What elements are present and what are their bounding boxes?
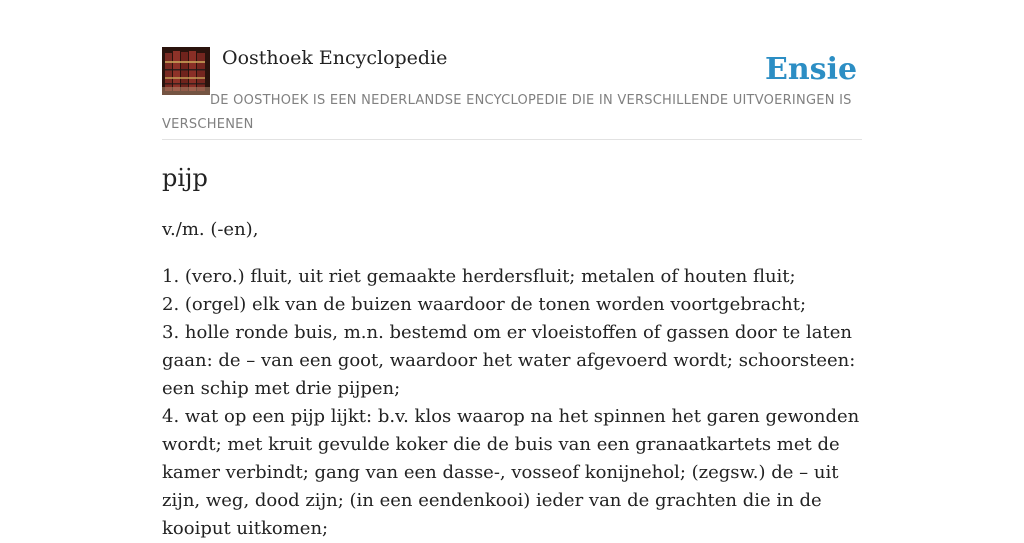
entry-grammar: v./m. (-en), xyxy=(162,219,259,240)
definition-sense: 4. wat op een pijp lijkt: b.v. klos waarop na het spinnen het garen gewonden wordt; met kruit gevulde koker die de buis van een granaatkartets met de kamer verbindt; gang van een dasse-, vosseof konijnehol; (zegsw.) de – uit zijn, weg, dood zijn; (in een eendenkooi) ieder van de grachten die in de kooiput uitkomen; xyxy=(162,406,860,539)
entry-definition xyxy=(162,263,867,543)
definition-sense: 3. holle ronde buis, m.n. bestemd om er vloeistoffen of gassen door te laten gaan: de – van een goot, waardoor het water afgevoerd wordt; schoorsteen: een schip met drie pijpen; xyxy=(162,322,856,399)
encyclopedia-books-icon[interactable] xyxy=(162,47,210,95)
site-name[interactable]: Oosthoek Encyclopedie xyxy=(222,47,448,69)
definition-sense: 1. (vero.) fluit, uit riet gemaakte herdersfluit; metalen of houten fluit; xyxy=(162,266,796,287)
brand-logo[interactable]: Ensie xyxy=(765,52,858,87)
entry-headword: pijp xyxy=(162,164,208,192)
definition-sense: 2. (orgel) elk van de buizen waardoor de tonen worden voortgebracht; xyxy=(162,294,807,315)
header-divider xyxy=(162,139,862,140)
site-tagline: DE OOSTHOEK IS EEN NEDERLANDSE ENCYCLOPEDIE DIE IN VERSCHILLENDE UITVOERINGEN IS VERSCHENEN xyxy=(162,93,852,132)
